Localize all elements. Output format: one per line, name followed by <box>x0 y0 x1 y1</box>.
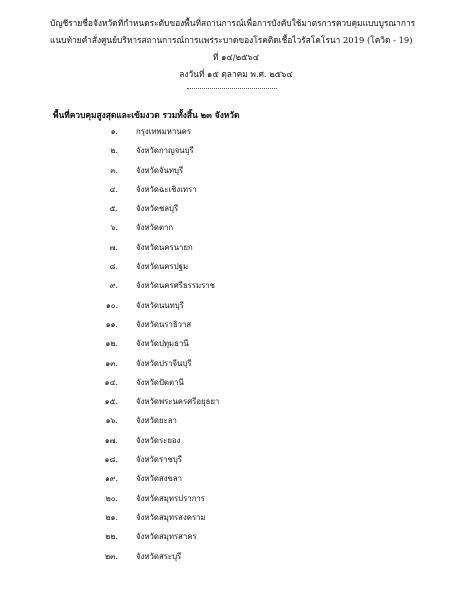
list-item-name: จังหวัดสมุทรปราการ <box>136 493 205 503</box>
list-item <box>0 315 464 334</box>
list-item <box>0 257 464 276</box>
section-heading: พื้นที่ควบคุมสูงสุดและเข้มงวด รวมทั้งสิ้น ๒๓ จังหวัด <box>53 110 240 120</box>
list-item-number: ๕. <box>109 204 118 214</box>
list-item-number: ๒๐. <box>105 493 118 503</box>
list-item <box>0 469 464 488</box>
list-item-name: จังหวัดชลบุรี <box>136 204 179 214</box>
list-item-number: ๑๗. <box>104 435 118 445</box>
list-item-number: ๔. <box>109 184 118 194</box>
list-item-number: ๑. <box>110 127 118 136</box>
list-item <box>0 218 464 237</box>
list-item-number: ๑๘. <box>104 455 118 465</box>
list-item <box>0 411 464 430</box>
list-item <box>0 334 464 353</box>
province-list <box>0 122 464 566</box>
list-item <box>0 354 464 373</box>
list-item-name: จังหวัดสระบุรี <box>136 551 182 561</box>
list-item <box>0 547 464 566</box>
list-item-name: จังหวัดนครศรีธรรมราช <box>136 281 215 291</box>
list-item-name: จังหวัดตาก <box>136 223 174 233</box>
list-item-name: จังหวัดนครปฐม <box>136 262 189 272</box>
list-item-name: จังหวัดนครนายก <box>136 242 193 252</box>
list-item <box>0 392 464 411</box>
list-item <box>0 527 464 546</box>
list-item-number: ๑๔. <box>104 377 118 387</box>
list-item-name: จังหวัดระยอง <box>136 435 181 445</box>
list-item <box>0 161 464 180</box>
list-item-number: ๑๒. <box>105 339 118 349</box>
list-item-name: จังหวัดปัตตานี <box>136 377 184 387</box>
list-item-name: จังหวัดสมุทรสาคร <box>136 532 197 542</box>
list-item-number: ๒๒. <box>105 532 118 542</box>
list-item-number: ๓. <box>110 165 118 175</box>
list-item <box>0 276 464 295</box>
list-item-number: ๑๙. <box>104 474 118 484</box>
list-item-name: จังหวัดฉะเชิงเทรา <box>136 184 197 194</box>
list-item-name: จังหวัดสมุทรสงคราม <box>136 512 206 522</box>
list-item-name: จังหวัดนนทบุรี <box>136 300 184 310</box>
header-title-line-2: แนบท้ายคำสั่งศูนย์บริหารสถานการณ์การแพร่ระบาดของโรคติดเชื้อไวรัสโคโรนา 2019 (โควิด - 19) <box>50 35 413 45</box>
order-number: ที่ ๑๔/๒๕๖๔ <box>212 52 260 62</box>
list-item-name: จังหวัดกาญจนบุรี <box>136 146 194 156</box>
list-item-name: จังหวัดราชบุรี <box>136 455 182 465</box>
list-item <box>0 238 464 257</box>
list-item-number: ๑๕. <box>104 397 118 407</box>
list-item-name: จังหวัดพระนครศรีอยุธยา <box>136 397 220 407</box>
list-item-number: ๑๓. <box>105 358 118 368</box>
list-item-number: ๑๐. <box>105 300 118 310</box>
header-title-line-1: บัญชีรายชื่อจังหวัดที่กำหนดระดับของพื้นที่สถานการณ์เพื่อการบังคับใช้มาตรการควบคุมแบบบูรณาการ <box>50 18 416 28</box>
list-item-number: ๑๑. <box>105 319 118 329</box>
list-item <box>0 489 464 508</box>
list-item <box>0 296 464 315</box>
list-item-number: ๒. <box>110 146 118 156</box>
list-item <box>0 199 464 218</box>
list-item-number: ๖. <box>110 223 118 233</box>
list-item <box>0 450 464 469</box>
list-item-name: จังหวัดยะลา <box>136 416 177 426</box>
list-item-number: ๑๖. <box>105 416 118 426</box>
list-item-name: กรุงเทพมหานคร <box>136 127 192 136</box>
list-item <box>0 373 464 392</box>
list-item <box>0 141 464 160</box>
order-date: ลงวันที่ ๑๕ ตุลาคม พ.ศ. ๒๕๖๔ <box>179 69 293 79</box>
list-item-name: จังหวัดสงขลา <box>136 474 183 484</box>
list-item-name: จังหวัดปทุมธานี <box>136 339 189 349</box>
list-item-number: ๗. <box>109 242 118 252</box>
list-item-name: จังหวัดนราธิวาส <box>136 319 192 329</box>
list-item-number: ๒๓. <box>105 551 118 561</box>
list-item-name: จังหวัดปราจีนบุรี <box>136 358 192 368</box>
list-item <box>0 431 464 450</box>
list-item <box>0 122 464 141</box>
list-item <box>0 180 464 199</box>
list-item <box>0 508 464 527</box>
list-item-number: ๘. <box>109 262 118 272</box>
list-item-number: ๒๑. <box>105 512 118 522</box>
list-item-number: ๙. <box>109 281 118 291</box>
document-header <box>50 15 422 83</box>
header-divider <box>187 88 277 89</box>
list-item-name: จังหวัดจันทบุรี <box>136 165 184 175</box>
